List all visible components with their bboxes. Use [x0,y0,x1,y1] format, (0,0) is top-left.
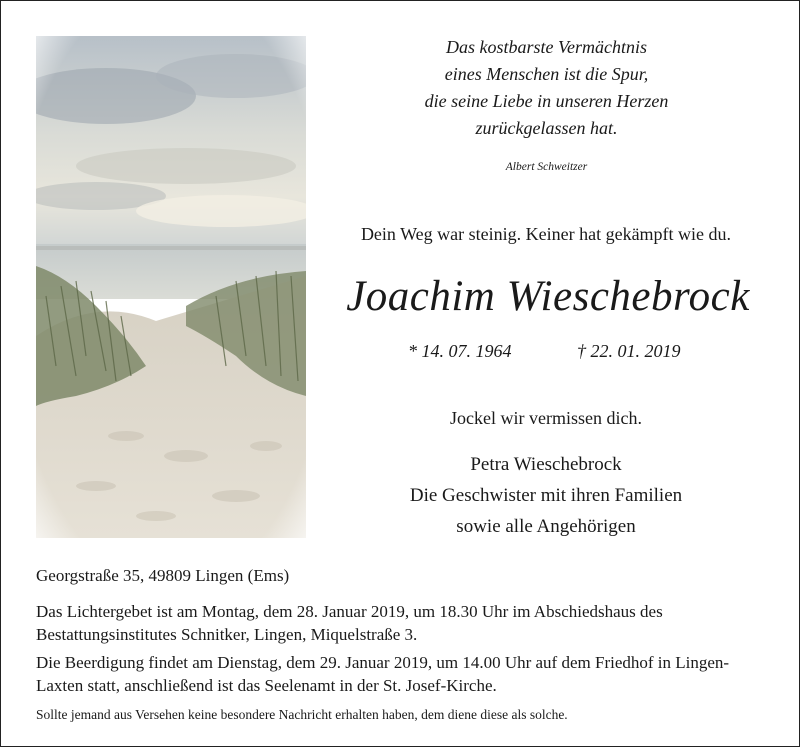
quote-line: Das kostbarste Vermächtnis [446,37,647,57]
death-date: † 22. 01. 2019 [577,341,681,361]
funeral-info: Die Beerdigung findet am Dienstag, dem 29. Januar 2019, um 14.00 Uhr auf dem Friedhof in Lingen-Laxten statt, anschließend ist das Seelenamt in der St. Josef-Kirche. [36,653,730,695]
quote-author: Albert Schweitzer [505,161,588,173]
family-address: Georgstraße 35, 49809 Lingen (Ems) [36,566,290,585]
mourner-line: sowie alle Angehörigen [456,516,636,537]
birth-date: * 14. 07. 1964 [408,341,512,361]
mourner-line: Die Geschwister mit ihren Familien [409,485,683,506]
quote-line: eines Menschen ist die Spur, [444,64,649,84]
quote-line: die seine Liebe in unseren Herzen [424,91,669,111]
mourners-list [330,449,762,542]
mourner-line: Petra Wieschebrock [470,454,622,475]
beach-dune-photo [36,36,306,538]
notification-notice: Sollte jemand aus Versehen keine besondere Nachricht erhalten haben, dem diene diese als solche. [36,707,568,722]
deceased-name: Joachim Wieschebrock [346,273,750,320]
quote-line: zurückgelassen hat. [475,118,618,138]
memorial-quote [370,34,723,142]
prayer-service-info: Das Lichtergebet ist am Montag, dem 28. Januar 2019, um 18.30 Uhr im Abschiedshaus des Bestattungsinstitutes Schnitker, Lingen, Miquelstraße 3. [36,602,663,644]
tagline: Dein Weg war steinig. Keiner hat gekämpft wie du. [360,224,732,244]
personal-message: Jockel wir vermissen dich. [450,408,642,428]
